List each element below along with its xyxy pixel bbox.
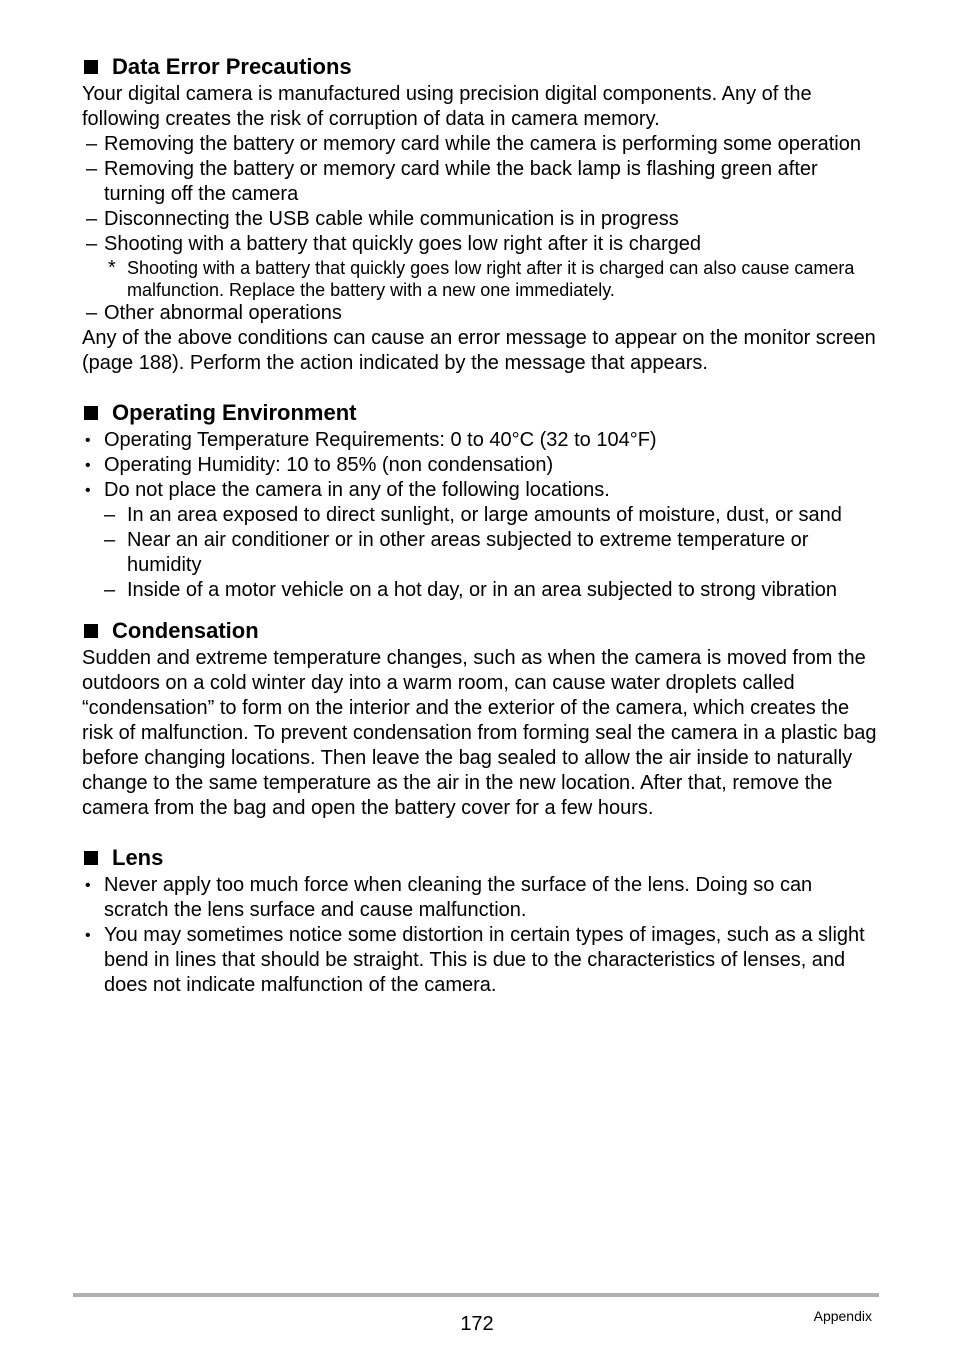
body-paragraph: Sudden and extreme temperature changes, such as when the camera is moved from the outdoors on a cold winter day into a warm room, can cause water droplets called “condensation” to form on the interior and the exterior of the camera, which creates the risk of malfunction. To prevent condensation from forming seal the camera in a plastic bag before changing locations. Then leave the bag sealed to allow the air inside to naturally change to the same temperature as the air in the new location. After that, remove the camera from the bag and open the battery cover for a few hours.	[82, 647, 877, 819]
list-item: • You may sometimes notice some distortion in certain types of images, such as a slight bend in lines that should be straight. This is due to the characteristics of lenses, and does not indicate malfunction of the camera.	[85, 924, 865, 996]
list-item: – Shooting with a battery that quickly goes low right after it is charged	[86, 233, 701, 255]
dash-marker: –	[86, 133, 98, 155]
dash-marker: –	[104, 529, 116, 551]
page-number: 172	[460, 1313, 494, 1335]
footnote: * Shooting with a battery that quickly goes low right after it is charged can also cause camera malfunction. Replace the battery with a new one immediately.	[108, 257, 855, 300]
list-item: – Removing the battery or memory card while the camera is performing some operation	[86, 133, 861, 155]
intro-paragraph: Your digital camera is manufactured using precision digital components. Any of the following creates the risk of corruption of data in camera memory.	[82, 83, 812, 130]
sub-list-item: – Inside of a motor vehicle on a hot day, or in an area subjected to strong vibration	[104, 579, 838, 601]
bullet-marker: •	[85, 877, 91, 894]
footer-divider	[73, 1293, 879, 1297]
sub-list-item: – Near an air conditioner or in other areas subjected to extreme temperature or humidity	[104, 529, 809, 576]
list-item: • Do not place the camera in any of the following locations.	[85, 479, 610, 501]
list-item: – Other abnormal operations	[86, 302, 342, 324]
square-bullet-icon	[84, 624, 98, 638]
asterisk-marker: *	[108, 257, 116, 279]
dash-marker: –	[86, 208, 98, 230]
list-item: – Disconnecting the USB cable while communication is in progress	[86, 208, 679, 230]
section-data-error-precautions	[82, 52, 882, 376]
section-lens	[82, 843, 882, 998]
dash-marker: –	[86, 158, 98, 180]
section-heading	[82, 616, 882, 646]
section-heading	[82, 843, 882, 873]
dash-marker: –	[86, 302, 98, 324]
dash-marker: –	[86, 233, 98, 255]
square-bullet-icon	[84, 60, 98, 74]
heading-text: Condensation	[112, 618, 259, 643]
bullet-marker: •	[85, 482, 91, 499]
outro-paragraph: Any of the above conditions can cause an error message to appear on the monitor screen (page 188). Perform the action indicated by the message that appears.	[82, 327, 876, 374]
square-bullet-icon	[84, 851, 98, 865]
list-item: • Operating Temperature Requirements: 0 to 40°C (32 to 104°F)	[85, 429, 657, 451]
section-heading	[82, 398, 882, 428]
section-condensation	[82, 616, 882, 821]
bullet-marker: •	[85, 432, 91, 449]
heading-text: Lens	[112, 845, 164, 870]
section-label: Appendix	[813, 1308, 872, 1324]
list-item: • Never apply too much force when cleaning the surface of the lens. Doing so can scratch the lens surface and cause malfunction.	[85, 874, 813, 921]
dash-marker: –	[104, 504, 116, 526]
square-bullet-icon	[84, 406, 98, 420]
heading-text: Operating Environment	[112, 400, 357, 425]
dash-marker: –	[104, 579, 116, 601]
bullet-marker: •	[85, 457, 91, 474]
sub-list-item: – In an area exposed to direct sunlight, or large amounts of moisture, dust, or sand	[104, 504, 842, 526]
heading-text: Data Error Precautions	[112, 54, 352, 79]
page-content	[82, 52, 882, 998]
bullet-marker: •	[85, 927, 91, 944]
section-heading	[82, 52, 882, 82]
list-item: – Removing the battery or memory card while the back lamp is flashing green after turning off the camera	[86, 158, 818, 205]
list-item: • Operating Humidity: 10 to 85% (non condensation)	[85, 454, 554, 476]
section-operating-environment	[82, 398, 882, 603]
